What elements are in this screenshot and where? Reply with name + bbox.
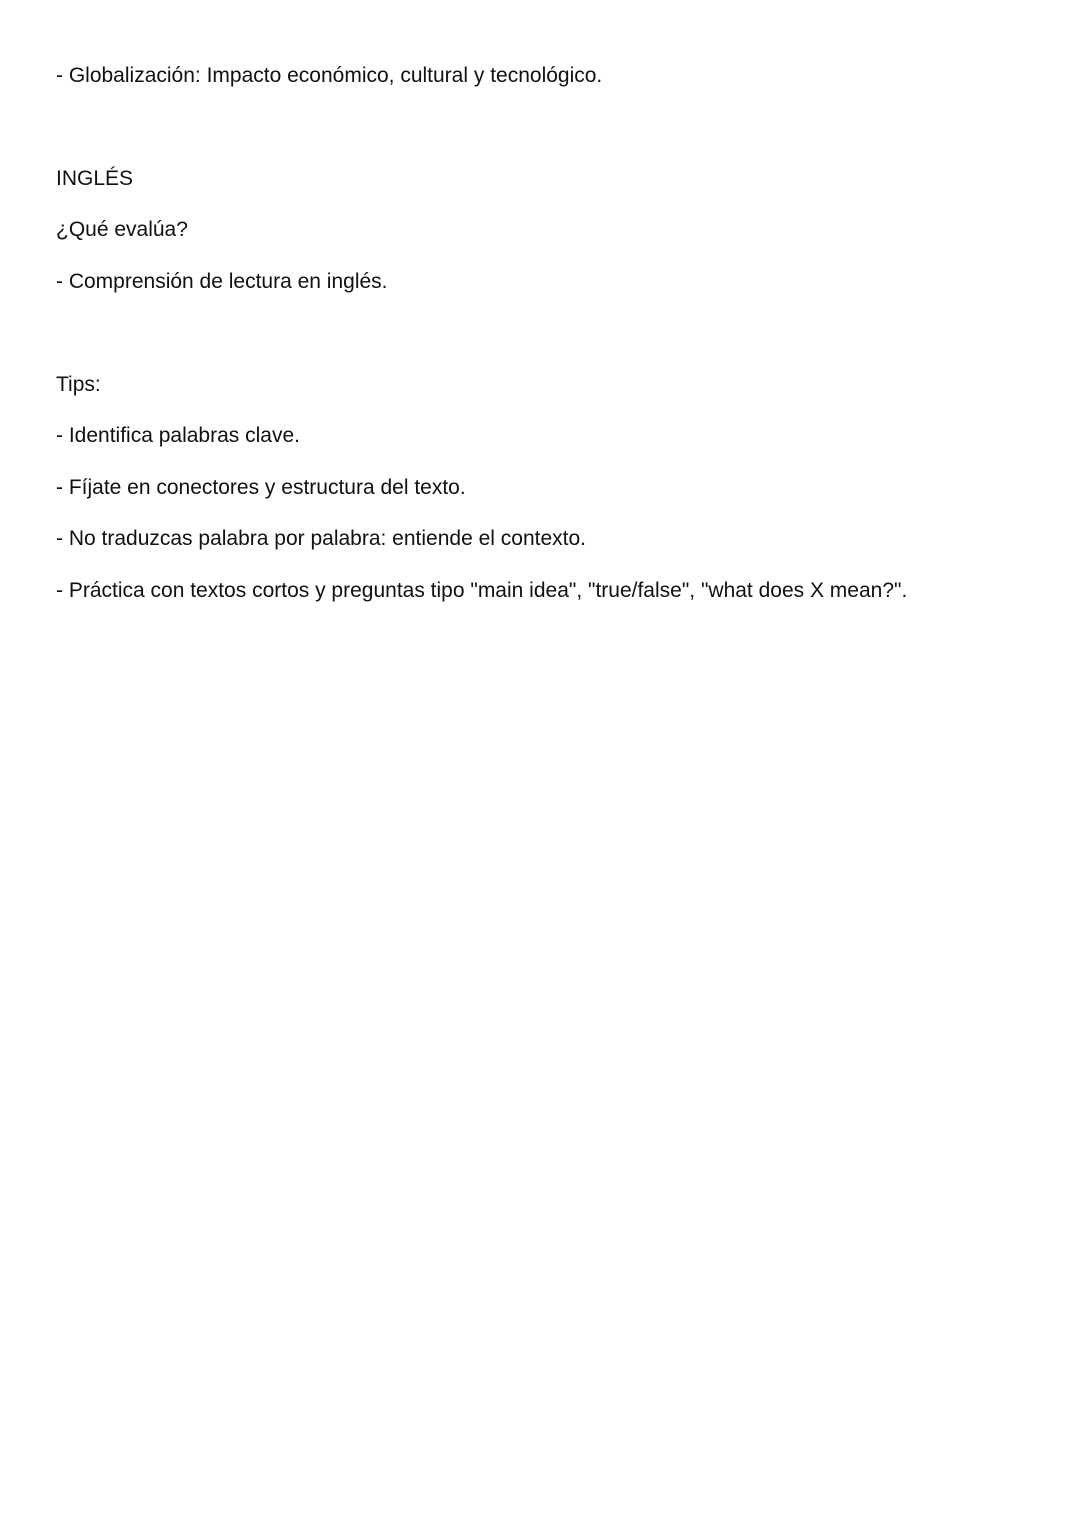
section-heading-ingles: INGLÉS: [56, 167, 134, 190]
tip-item: - Fíjate en conectores y estructura del texto.: [56, 476, 466, 499]
tip-item: - Práctica con textos cortos y preguntas tipo "main idea", "true/false", "what does X mean?".: [56, 579, 908, 602]
subheading-que-evalua: ¿Qué evalúa?: [56, 218, 188, 241]
evaluation-bullet: - Comprensión de lectura en inglés.: [56, 270, 388, 293]
tip-item: - No traduzcas palabra por palabra: entiende el contexto.: [56, 527, 586, 550]
tip-item: - Identifica palabras clave.: [56, 424, 300, 447]
tips-heading: Tips:: [56, 373, 101, 396]
globalization-bullet: - Globalización: Impacto económico, cultural y tecnológico.: [56, 64, 603, 87]
